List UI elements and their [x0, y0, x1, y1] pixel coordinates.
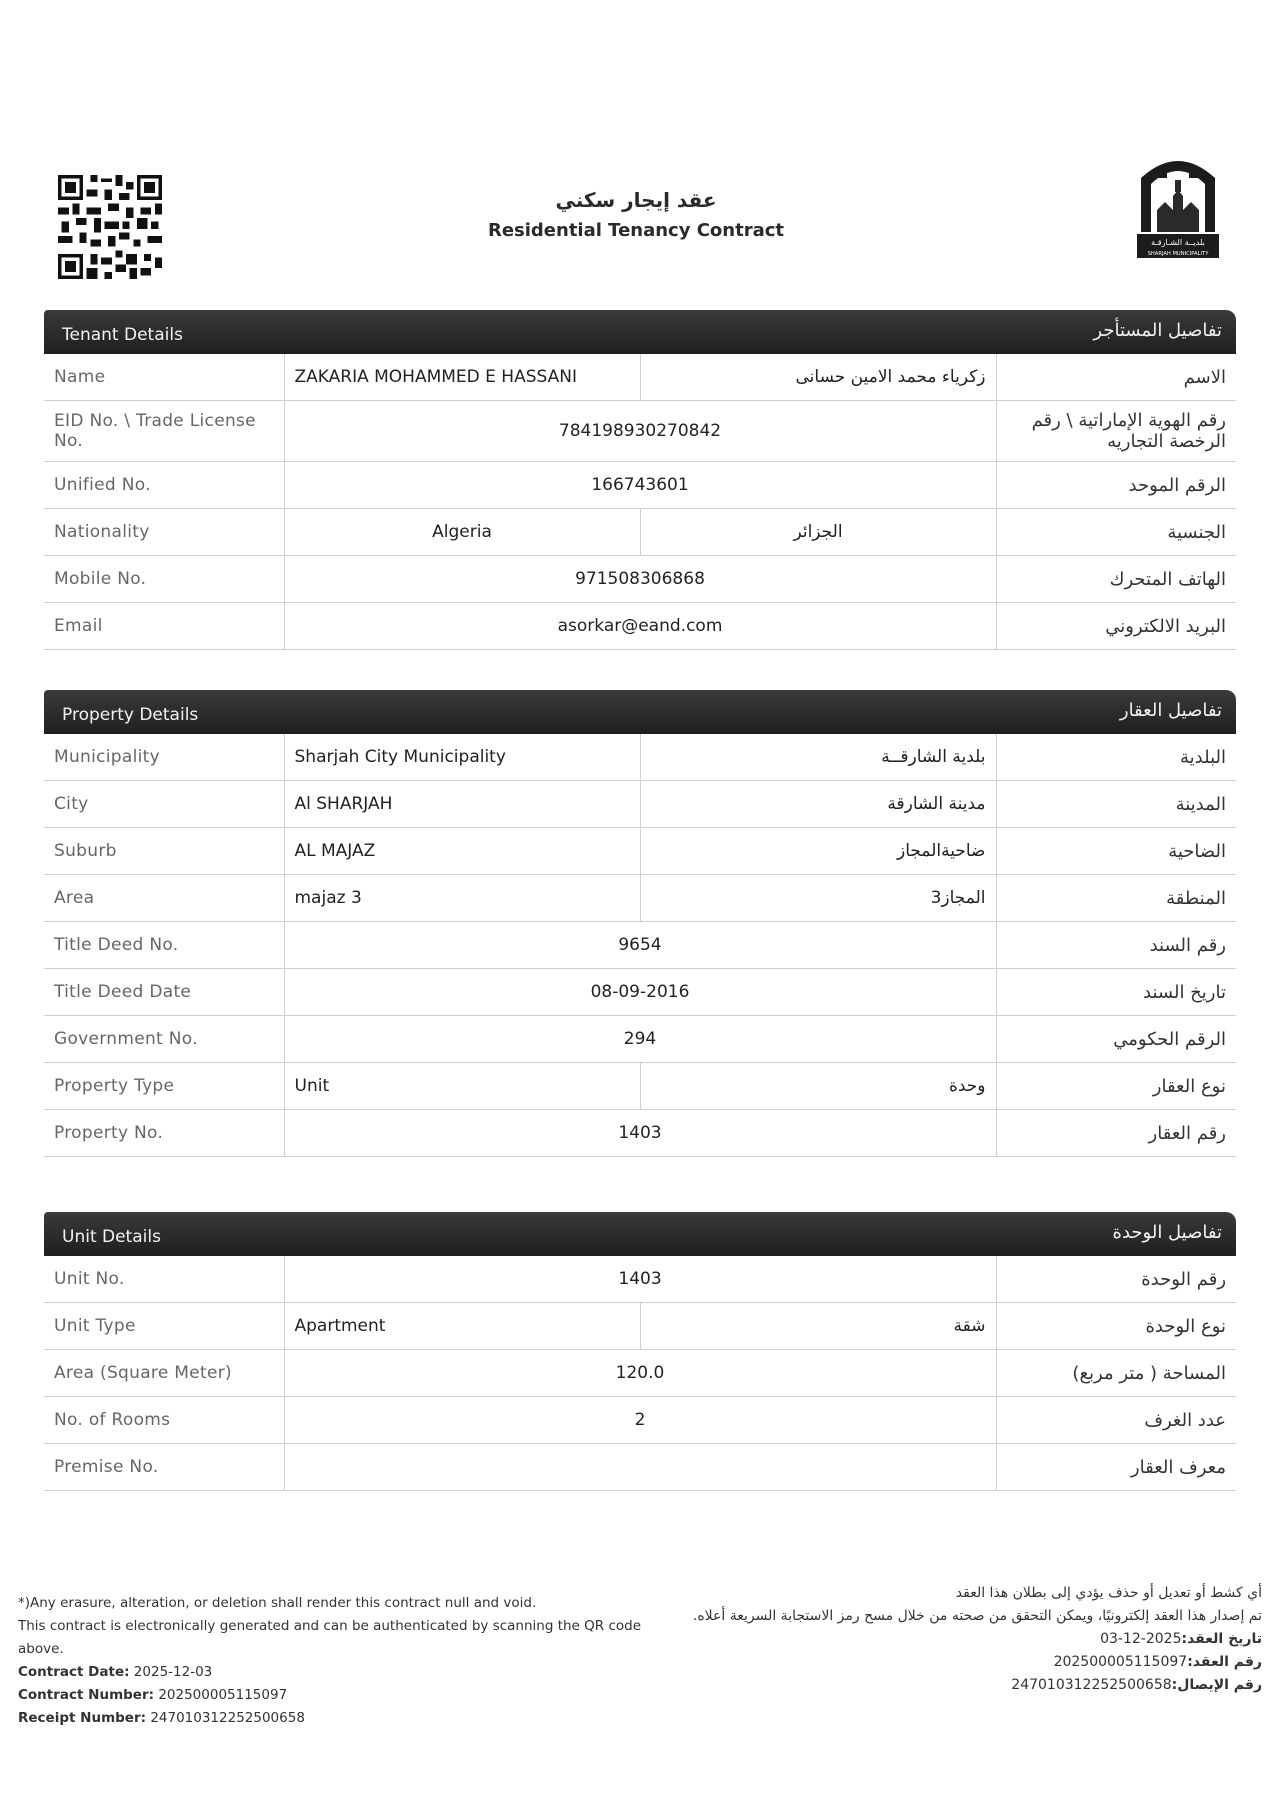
unit-details-section [44, 1212, 1236, 1491]
area-sqm-label: Area (Square Meter) [44, 1350, 284, 1397]
title-deed-no-label-ar: رقم السند [996, 922, 1236, 969]
logo-text-en: SHARJAH MUNICIPALITY [1147, 251, 1209, 257]
property-no-value: 1403 [284, 1110, 996, 1157]
section-title-en: Unit Details [62, 1227, 161, 1247]
footer-receipt-number [18, 1707, 658, 1730]
table-row [44, 603, 1236, 650]
city-value-ar: مدينة الشارقة [640, 781, 996, 828]
table-row [44, 828, 1236, 875]
footer-receipt-number-label-ar: رقم الإيصال: [1171, 1677, 1262, 1693]
mobile-value: 971508306868 [284, 556, 996, 603]
table-row [44, 401, 1236, 462]
unified-label-ar: الرقم الموحد [996, 462, 1236, 509]
name-value-en: ZAKARIA MOHAMMED E HASSANI [284, 354, 640, 401]
rooms-label: No. of Rooms [44, 1397, 284, 1444]
mobile-label: Mobile No. [44, 556, 284, 603]
municipality-label-ar: البلدية [996, 734, 1236, 781]
unified-label: Unified No. [44, 462, 284, 509]
property-type-value-en: Unit [284, 1063, 640, 1110]
property-details-section [44, 690, 1236, 1157]
table-row [44, 509, 1236, 556]
table-row [44, 556, 1236, 603]
section-title-ar: تفاصيل المستأجر [1093, 320, 1222, 341]
section-title-en: Tenant Details [62, 325, 183, 345]
nationality-label-ar: الجنسية [996, 509, 1236, 556]
city-value-en: Al SHARJAH [284, 781, 640, 828]
footer-contract-date-label-ar: تاريخ العقد: [1181, 1631, 1262, 1647]
property-type-label: Property Type [44, 1063, 284, 1110]
email-label: Email [44, 603, 284, 650]
unit-type-label: Unit Type [44, 1303, 284, 1350]
footer-contract-date [18, 1661, 658, 1684]
municipality-value-en: Sharjah City Municipality [284, 734, 640, 781]
area-sqm-label-ar: المساحة ( متر مربع) [996, 1350, 1236, 1397]
footer-note-electronic: This contract is electronically generated and can be authenticated by scanning the QR code above. [18, 1618, 642, 1657]
eid-value: 784198930270842 [284, 401, 996, 462]
name-label: Name [44, 354, 284, 401]
table-row [44, 1110, 1236, 1157]
unit-type-value-ar: شقة [640, 1303, 996, 1350]
title-deed-date-value: 08-09-2016 [284, 969, 996, 1016]
suburb-value-en: AL MAJAZ [284, 828, 640, 875]
footer-contract-date-value-ar: 2025-12-03 [1100, 1631, 1182, 1647]
document-title-en: Residential Tenancy Contract [487, 220, 785, 241]
property-type-label-ar: نوع العقار [996, 1063, 1236, 1110]
premise-value [284, 1444, 996, 1491]
eid-label-ar: رقم الهوية الإماراتية \ رقم الرخصة التجاريه [996, 401, 1236, 462]
name-label-ar: الاسم [996, 354, 1236, 401]
footer-receipt-number-ar [662, 1674, 1262, 1697]
suburb-label: Suburb [44, 828, 284, 875]
government-no-label: Government No. [44, 1016, 284, 1063]
table-row [44, 1444, 1236, 1491]
section-title-ar: تفاصيل العقار [1119, 700, 1222, 721]
municipality-value-ar: بلدية الشارقــة [640, 734, 996, 781]
area-label: Area [44, 875, 284, 922]
name-value-ar: زكرياء محمد الامين حسانى [640, 354, 996, 401]
mobile-label-ar: الهاتف المتحرك [996, 556, 1236, 603]
tenant-details-header [44, 310, 1236, 354]
footer-receipt-number-label: Receipt Number: [18, 1710, 147, 1726]
table-row [44, 969, 1236, 1016]
unified-value: 166743601 [284, 462, 996, 509]
footer-note-electronic-ar: تم إصدار هذا العقد إلكترونيًا، ويمكن التحقق من صحته من خلال مسح رمز الاستجابة السريعة أعلاه. [692, 1608, 1262, 1624]
unit-no-label: Unit No. [44, 1256, 284, 1303]
table-row [44, 734, 1236, 781]
title-deed-date-label-ar: تاريخ السند [996, 969, 1236, 1016]
government-no-label-ar: الرقم الحكومي [996, 1016, 1236, 1063]
table-row [44, 875, 1236, 922]
footer-ar [662, 1582, 1262, 1697]
nationality-label: Nationality [44, 509, 284, 556]
table-row [44, 922, 1236, 969]
unit-no-label-ar: رقم الوحدة [996, 1256, 1236, 1303]
section-title-ar: تفاصيل الوحدة [1112, 1222, 1222, 1243]
table-row [44, 781, 1236, 828]
footer-note-erasure-ar: أي كشط أو تعديل أو حذف يؤدي إلى بطلان هذا العقد [955, 1585, 1262, 1601]
area-sqm-value: 120.0 [284, 1350, 996, 1397]
table-row [44, 1303, 1236, 1350]
table-row [44, 1063, 1236, 1110]
unit-no-value: 1403 [284, 1256, 996, 1303]
city-label: City [44, 781, 284, 828]
suburb-label-ar: الضاحية [996, 828, 1236, 875]
title-deed-no-label: Title Deed No. [44, 922, 284, 969]
email-value: asorkar@eand.com [284, 603, 996, 650]
unit-details-header [44, 1212, 1236, 1256]
table-row [44, 1397, 1236, 1444]
property-no-label-ar: رقم العقار [996, 1110, 1236, 1157]
email-label-ar: البريد الالكتروني [996, 603, 1236, 650]
city-label-ar: المدينة [996, 781, 1236, 828]
unit-details-table [44, 1256, 1236, 1491]
area-value-en: majaz 3 [284, 875, 640, 922]
area-value-ar: المجاز3 [640, 875, 996, 922]
tenant-details-section [44, 310, 1236, 650]
premise-label-ar: معرف العقار [996, 1444, 1236, 1491]
table-row [44, 1350, 1236, 1397]
property-details-header [44, 690, 1236, 734]
footer-contract-number [18, 1684, 658, 1707]
logo-text-ar: بلديــة الشـارقـة [1151, 238, 1205, 247]
property-type-value-ar: وحدة [640, 1063, 996, 1110]
title-deed-date-label: Title Deed Date [44, 969, 284, 1016]
footer-contract-number-value-ar: 202500005115097 [1053, 1654, 1188, 1670]
property-no-label: Property No. [44, 1110, 284, 1157]
tenant-details-table [44, 354, 1236, 650]
rooms-value: 2 [284, 1397, 996, 1444]
footer-note-erasure: *)Any erasure, alteration, or deletion shall render this contract null and void. [18, 1595, 537, 1611]
section-title-en: Property Details [62, 705, 199, 725]
footer-contract-number-ar [662, 1651, 1262, 1674]
footer-contract-date-label: Contract Date: [18, 1664, 130, 1680]
nationality-value-ar: الجزائر [640, 509, 996, 556]
municipality-label: Municipality [44, 734, 284, 781]
suburb-value-ar: ضاحيةالمجاز [640, 828, 996, 875]
nationality-value-en: Algeria [284, 509, 640, 556]
table-row [44, 462, 1236, 509]
table-row [44, 1256, 1236, 1303]
rooms-label-ar: عدد الغرف [996, 1397, 1236, 1444]
area-label-ar: المنطقة [996, 875, 1236, 922]
eid-label: EID No. \ Trade License No. [44, 401, 284, 462]
government-no-value: 294 [284, 1016, 996, 1063]
title-deed-no-value: 9654 [284, 922, 996, 969]
footer-contract-number-label-ar: رقم العقد: [1187, 1654, 1262, 1670]
footer-en [18, 1592, 658, 1730]
property-details-table [44, 734, 1236, 1157]
table-row [44, 354, 1236, 401]
footer-contract-number-value: 202500005115097 [158, 1687, 288, 1703]
document-title-ar: عقد إيجار سكني [555, 188, 717, 212]
footer-contract-date-ar [662, 1628, 1262, 1651]
unit-type-label-ar: نوع الوحدة [996, 1303, 1236, 1350]
footer-contract-date-value: 2025-12-03 [133, 1664, 213, 1680]
unit-type-value-en: Apartment [284, 1303, 640, 1350]
footer-receipt-number-value-ar: 247010312252500658 [1011, 1677, 1172, 1693]
footer-contract-number-label: Contract Number: [18, 1687, 155, 1703]
footer-receipt-number-value: 247010312252500658 [150, 1710, 305, 1726]
premise-label: Premise No. [44, 1444, 284, 1491]
table-row [44, 1016, 1236, 1063]
